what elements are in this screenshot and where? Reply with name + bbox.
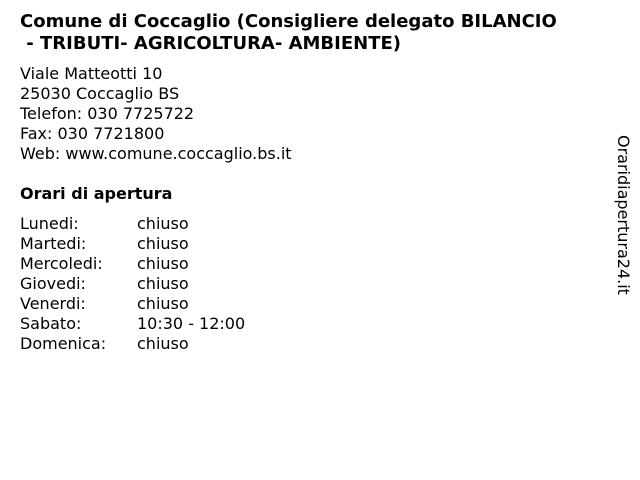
hours-value: chiuso [137, 294, 189, 313]
hours-row-thursday [20, 274, 245, 294]
day-label: Venerdi: [20, 294, 86, 313]
address-block [20, 64, 292, 164]
day-label: Mercoledi: [20, 254, 103, 273]
opening-hours-heading: Orari di apertura [20, 184, 173, 203]
day-label: Domenica: [20, 334, 107, 353]
brand-watermark: Oraridiapertura24.it [614, 135, 633, 295]
website-line: Web: www.comune.coccaglio.bs.it [20, 144, 292, 163]
postal-city: 25030 Coccaglio BS [20, 84, 180, 103]
hours-row-friday [20, 294, 245, 314]
opening-hours-table [20, 214, 245, 354]
day-label: Martedi: [20, 234, 87, 253]
hours-value: chiuso [137, 234, 189, 253]
hours-row-wednesday [20, 254, 245, 274]
hours-row-sunday [20, 334, 245, 354]
phone-number: Telefon: 030 7725722 [20, 104, 195, 123]
hours-row-monday [20, 214, 245, 234]
fax-number: Fax: 030 7721800 [20, 124, 165, 143]
day-label: Sabato: [20, 314, 82, 333]
street-address: Viale Matteotti 10 [20, 64, 163, 83]
hours-row-tuesday [20, 234, 245, 254]
hours-value: 10:30 - 12:00 [137, 314, 246, 333]
hours-row-saturday [20, 314, 245, 334]
hours-value: chiuso [137, 274, 189, 293]
day-label: Lunedi: [20, 214, 79, 233]
page-title: Comune di Coccaglio (Consigliere delegato BILANCIO - TRIBUTI- AGRICOLTURA- AMBIENTE) [20, 11, 557, 54]
hours-value: chiuso [137, 254, 189, 273]
hours-value: chiuso [137, 334, 189, 353]
day-label: Giovedi: [20, 274, 86, 293]
hours-value: chiuso [137, 214, 189, 233]
